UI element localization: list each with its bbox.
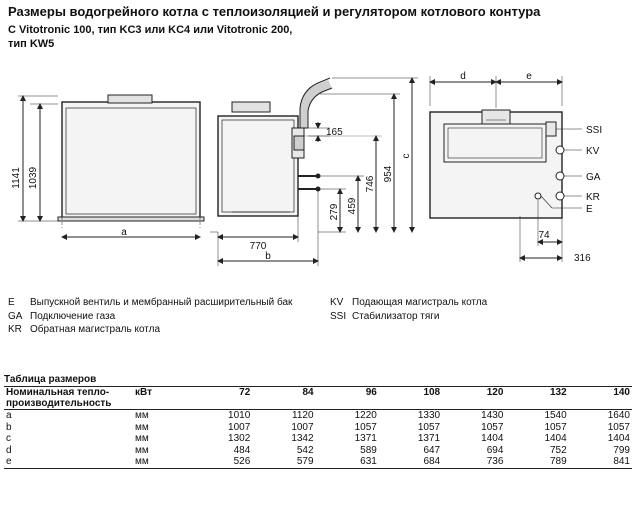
dim-label-316: 316 xyxy=(574,253,591,264)
header-capacity: Номинальная тепло- производительность xyxy=(6,387,112,409)
page-subtitle xyxy=(8,23,292,51)
table-caption: Таблица размеров xyxy=(4,374,97,385)
connection-label-e: E xyxy=(586,204,593,215)
table-header-row xyxy=(4,387,632,410)
dim-label-1141: 1141 xyxy=(11,167,22,189)
table-cell: 579 xyxy=(296,456,314,468)
header-unit: кВт xyxy=(135,387,152,398)
subtitle-line-1: С Vitotronic 100, тип KC3 или KC4 или Vitotronic 200, xyxy=(8,24,293,36)
row-name: e xyxy=(6,456,12,468)
table-cell: 1404 xyxy=(544,433,567,445)
table-cell: 1010 xyxy=(228,410,251,422)
legend-left xyxy=(8,296,292,337)
table-cell: 647 xyxy=(423,444,441,456)
dim-label-74: 74 xyxy=(538,230,550,241)
row-name: a xyxy=(6,410,12,422)
table-cell: 1404 xyxy=(481,433,504,445)
table-row xyxy=(4,422,632,434)
table-cell: 1404 xyxy=(607,433,630,445)
table-cell: 841 xyxy=(613,456,630,468)
legend-right xyxy=(330,296,487,323)
table-cell: 1540 xyxy=(544,410,567,422)
dimensions-table xyxy=(4,386,632,469)
table-row xyxy=(4,445,632,457)
table-row xyxy=(4,456,632,468)
rear-view xyxy=(430,76,582,262)
table-cell: 589 xyxy=(360,444,377,456)
row-name: d xyxy=(6,444,12,456)
row-unit: мм xyxy=(135,456,149,468)
table-cell: 631 xyxy=(360,456,377,468)
dim-label-c: c xyxy=(401,153,412,159)
legend-item: KR Обратная магистраль котла xyxy=(8,324,161,335)
table-cell: 752 xyxy=(550,444,567,456)
dim-label-e: e xyxy=(526,71,532,82)
table-cell: 1007 xyxy=(291,421,314,433)
connection-label-ga: GA xyxy=(586,172,601,183)
table-cell: 799 xyxy=(613,444,630,456)
dim-label-b: b xyxy=(265,251,271,262)
table-cell: 1057 xyxy=(544,421,567,433)
table-cell: 1120 xyxy=(292,410,314,422)
dim-label-954: 954 xyxy=(383,165,394,183)
row-name: b xyxy=(6,421,12,433)
row-unit: мм xyxy=(135,444,149,456)
table-cell: 1057 xyxy=(607,421,630,433)
table-cell: 1302 xyxy=(228,433,251,445)
table-cell: 542 xyxy=(296,444,314,456)
dim-label-d: d xyxy=(460,71,466,82)
header-col: 96 xyxy=(365,387,377,398)
connection-label-kr: KR xyxy=(586,192,600,203)
connection-label-ssi: SSI xyxy=(586,125,603,136)
table-cell: 694 xyxy=(486,444,504,456)
boiler-dimension-drawing xyxy=(0,56,640,286)
row-unit: мм xyxy=(135,410,149,422)
table-cell: 1330 xyxy=(417,410,441,422)
legend-item: GA Подключение газа xyxy=(8,310,116,322)
table-cell: 1640 xyxy=(607,410,630,422)
dim-label-279: 279 xyxy=(329,203,340,221)
front-view xyxy=(18,95,204,237)
table-row xyxy=(4,410,632,422)
row-unit: мм xyxy=(135,433,149,445)
table-cell: 1057 xyxy=(417,421,441,433)
page-title: Размеры водогрейного котла с теплоизоляцией и регулятором котлового контура xyxy=(8,4,541,19)
table-row xyxy=(4,433,632,445)
table-cell: 1007 xyxy=(228,421,251,433)
table-cell: 526 xyxy=(233,456,251,468)
dim-label-770: 770 xyxy=(249,241,267,252)
table-cell: 1342 xyxy=(291,433,314,445)
table-cell: 789 xyxy=(550,456,567,468)
connection-label-kv: KV xyxy=(586,146,600,157)
table-cell: 1057 xyxy=(354,421,377,433)
dim-label-746: 746 xyxy=(365,175,376,193)
table-cell: 684 xyxy=(423,456,441,468)
legend-item: E Выпускной вентиль и мембранный расширительный бак xyxy=(8,297,293,308)
table-cell: 1430 xyxy=(481,410,504,422)
table-cell: 1057 xyxy=(481,421,504,433)
table-cell: 1220 xyxy=(354,410,377,422)
table-cell: 484 xyxy=(233,444,251,456)
header-col: 132 xyxy=(550,387,567,398)
table-body xyxy=(4,410,632,469)
legend-item: KV Подающая магистраль котла xyxy=(330,297,488,308)
dim-label-1039: 1039 xyxy=(28,166,39,190)
row-unit: мм xyxy=(135,421,149,433)
dim-label-a: a xyxy=(121,227,127,238)
dim-label-165: 165 xyxy=(326,127,343,138)
header-col: 84 xyxy=(302,387,314,398)
table-cell: 1371 xyxy=(354,433,377,445)
subtitle-line-2: тип KW5 xyxy=(8,38,55,50)
table-cell: 736 xyxy=(486,456,504,468)
row-name: c xyxy=(6,433,11,445)
header-col: 140 xyxy=(613,387,630,398)
header-col: 108 xyxy=(423,387,441,398)
legend-item: SSI Стабилизатор тяги xyxy=(330,310,440,322)
table-cell: 1371 xyxy=(417,433,441,445)
header-col: 72 xyxy=(239,387,251,398)
dim-label-459: 459 xyxy=(347,197,358,215)
header-col: 120 xyxy=(486,387,504,398)
